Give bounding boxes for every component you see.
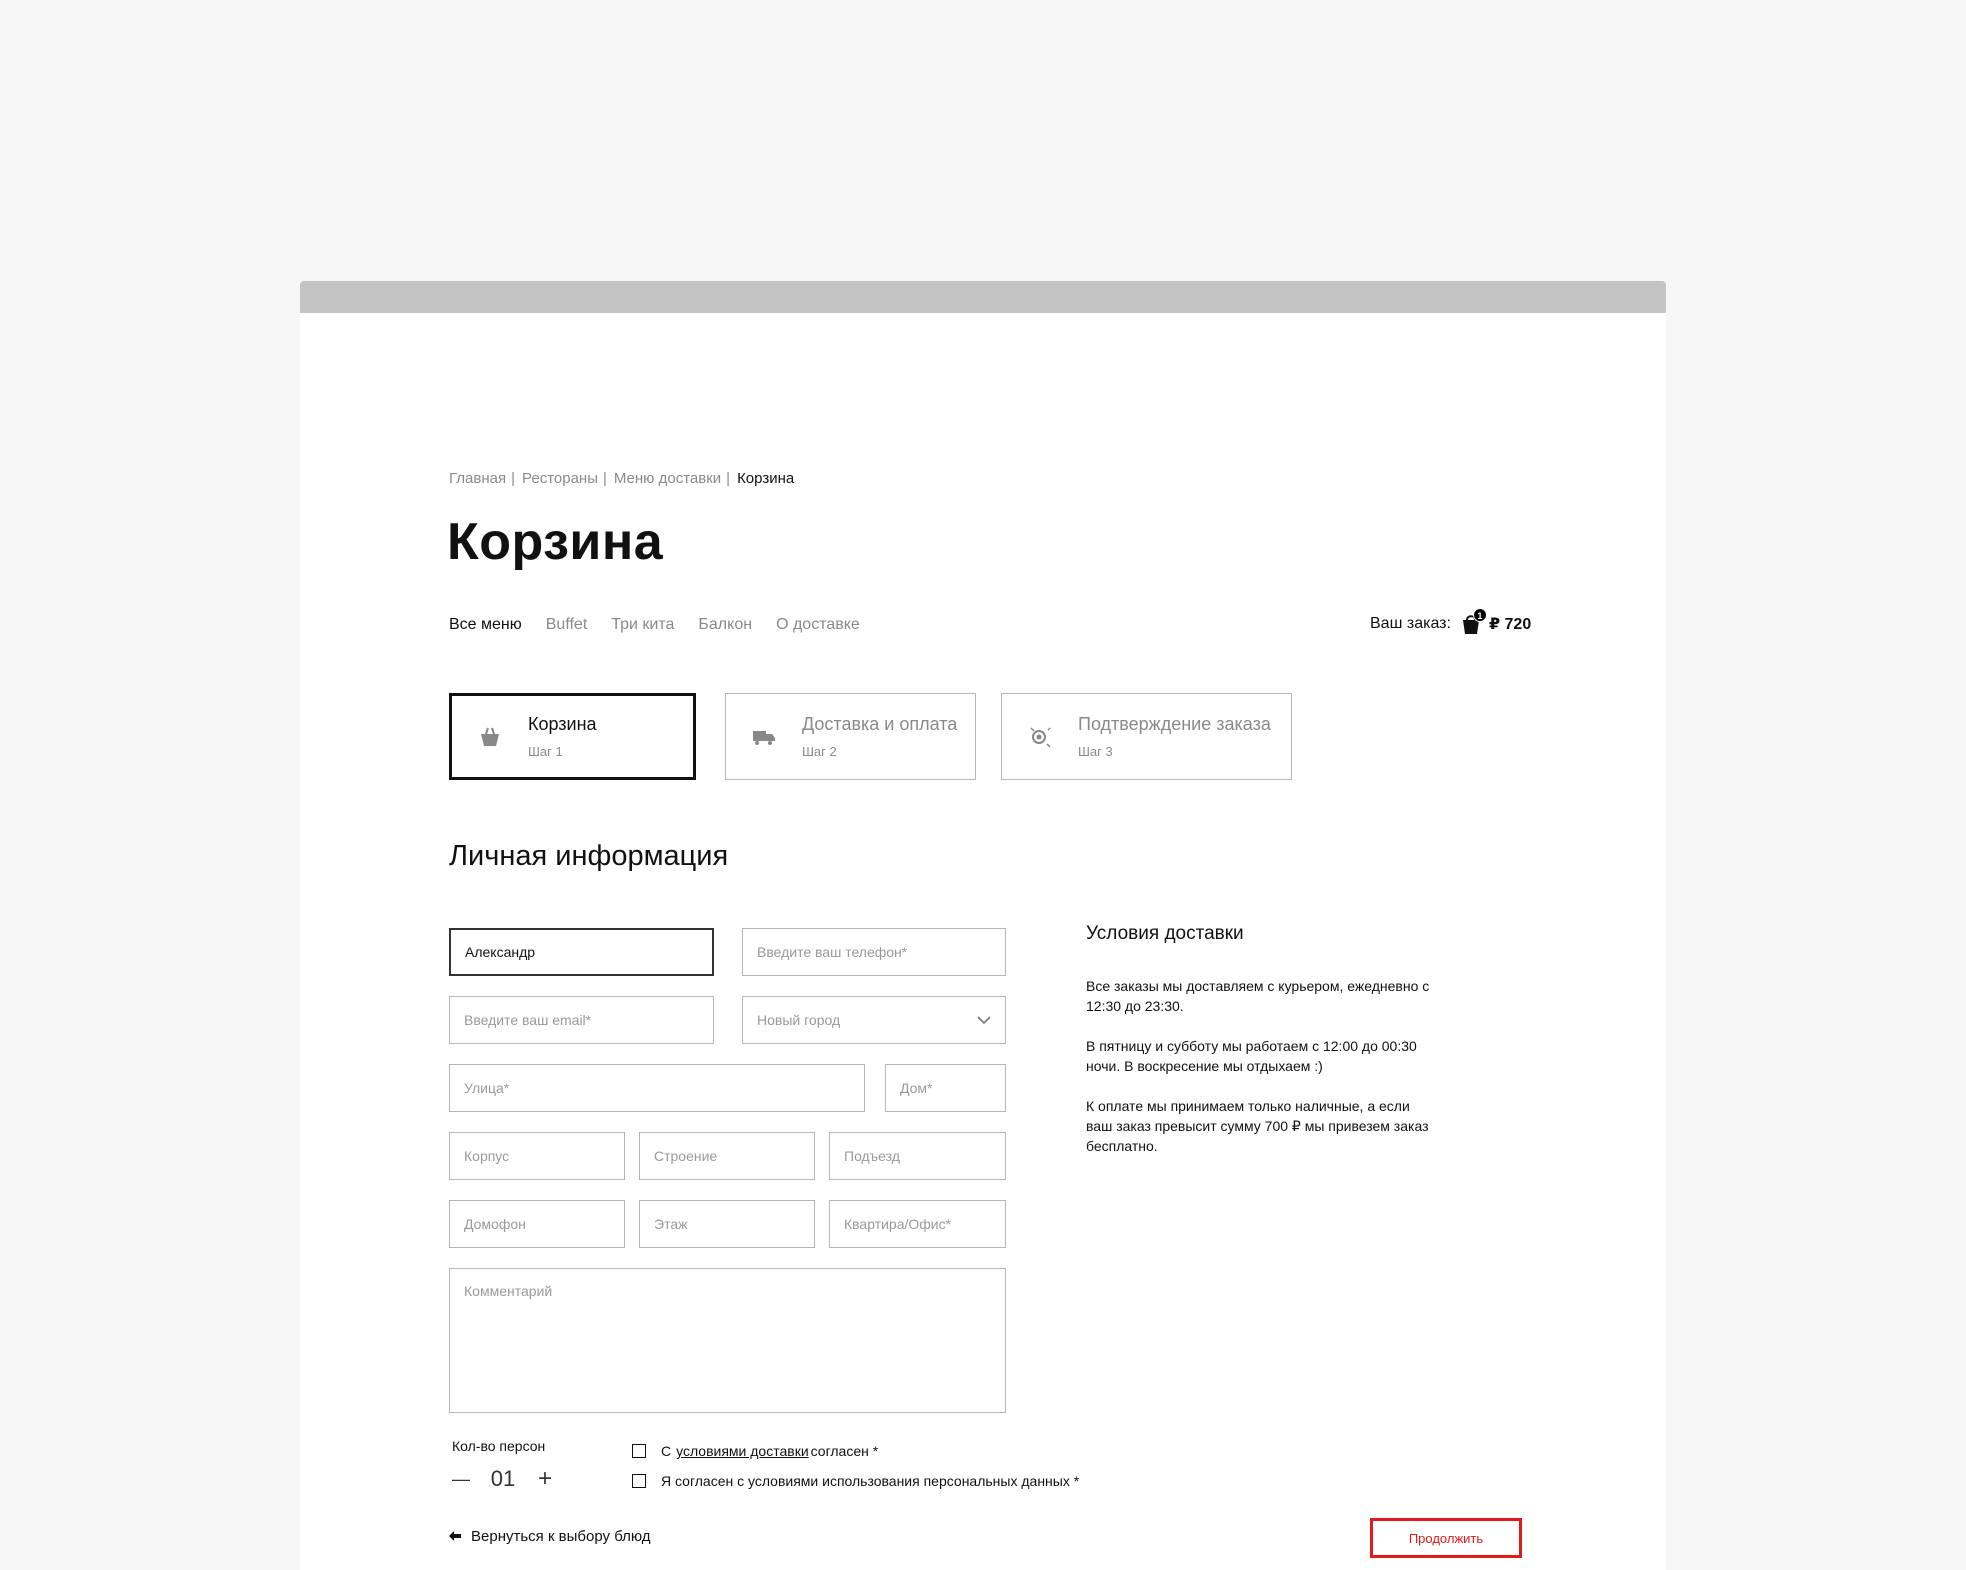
stroenie-input[interactable] <box>639 1132 815 1180</box>
order-summary[interactable] <box>1370 612 1531 636</box>
chevron-down-icon <box>977 1012 991 1028</box>
name-input[interactable] <box>449 928 714 976</box>
korpus-input[interactable] <box>449 1132 625 1180</box>
comment-textarea[interactable] <box>449 1268 1006 1413</box>
step-confirmation[interactable] <box>1001 693 1292 780</box>
step-delivery-payment[interactable] <box>725 693 976 780</box>
breadcrumb-item-restaurants[interactable]: Рестораны <box>522 470 598 487</box>
step-sub: Шаг 2 <box>802 744 837 759</box>
shopping-bag-icon[interactable] <box>1459 612 1483 636</box>
agreement-personal-data-text: Я согласен с условиями использования персональных данных * <box>661 1473 1080 1489</box>
delivery-info-p1: Все заказы мы доставляем с курьером, ежедневно с 12:30 до 23:30. <box>1086 978 1430 1014</box>
order-total: ₽ 720 <box>1488 616 1532 633</box>
delivery-info-p3: К оплате мы принимаем только наличные, а если ваш заказ превысит сумму 700 ₽ мы привезем заказ бесплатно. <box>1086 1098 1429 1154</box>
back-link-label: Вернуться к выбору блюд <box>471 1528 651 1545</box>
nav-item-tri-kita[interactable]: Три кита <box>611 616 675 633</box>
nav-item-about-delivery[interactable]: О доставке <box>776 616 860 633</box>
basket-icon <box>478 725 502 749</box>
step-title: Доставка и оплата <box>802 714 958 734</box>
street-input[interactable] <box>449 1064 865 1112</box>
house-input[interactable] <box>885 1064 1006 1112</box>
page-title: Корзина <box>447 513 664 571</box>
breadcrumb-item-delivery-menu[interactable]: Меню доставки <box>613 470 722 487</box>
nav-item-buffet[interactable]: Buffet <box>545 616 588 633</box>
city-select[interactable] <box>742 996 1006 1044</box>
step-title: Корзина <box>528 714 597 734</box>
truck-icon <box>752 725 776 749</box>
agreement-suffix: согласен * <box>810 1443 879 1459</box>
persons-stepper <box>450 1464 556 1494</box>
arrow-left-icon <box>449 1530 461 1544</box>
phone-input[interactable] <box>742 928 1006 976</box>
breadcrumb: Главная | Рестораны | Меню доставки | Корзина <box>449 470 795 487</box>
domofon-input[interactable] <box>449 1200 625 1248</box>
breadcrumb-item-home[interactable]: Главная <box>449 470 507 487</box>
nav-item-balkon[interactable]: Балкон <box>698 616 753 633</box>
nav-item-all-menu[interactable]: Все меню <box>449 616 522 633</box>
kvartira-input[interactable] <box>829 1200 1006 1248</box>
delivery-terms-link[interactable]: условиями доставки <box>676 1443 809 1459</box>
email-input[interactable] <box>449 996 714 1044</box>
back-link[interactable] <box>449 1528 651 1545</box>
step-cart[interactable] <box>449 693 696 780</box>
step-sub: Шаг 3 <box>1078 744 1113 759</box>
step-sub: Шаг 1 <box>528 744 563 759</box>
breadcrumb-current: Корзина <box>737 470 795 487</box>
agreement-delivery <box>632 1443 878 1459</box>
cart-count-badge: 1 <box>1473 608 1487 622</box>
section-title: Личная информация <box>449 840 729 872</box>
continue-button[interactable]: Продолжить <box>1370 1518 1522 1558</box>
menu-nav <box>449 616 860 634</box>
persons-value: 01 <box>490 1466 516 1491</box>
order-label: Ваш заказ: <box>1370 615 1451 632</box>
agreement-personal-data <box>632 1473 1079 1489</box>
agree-delivery-checkbox[interactable] <box>632 1444 646 1458</box>
persons-label: Кол-во персон <box>452 1438 546 1454</box>
podezd-input[interactable] <box>829 1132 1006 1180</box>
etazh-input[interactable] <box>639 1200 815 1248</box>
confirm-icon <box>1028 725 1052 749</box>
delivery-info-title: Условия доставки <box>1086 923 1244 944</box>
browser-bar <box>300 281 1666 313</box>
plus-button[interactable]: + <box>537 1465 552 1492</box>
step-title: Подтверждение заказа <box>1078 714 1271 734</box>
agree-personal-data-checkbox[interactable] <box>632 1474 646 1488</box>
minus-button[interactable]: — <box>452 1469 470 1489</box>
delivery-info-p2: В пятницу и субботу мы работаем с 12:00 до 00:30 ночи. В воскресение мы отдыхаем :) <box>1086 1038 1417 1074</box>
agreement-prefix: С <box>661 1443 672 1459</box>
city-select-value: Новый город <box>757 1012 841 1028</box>
